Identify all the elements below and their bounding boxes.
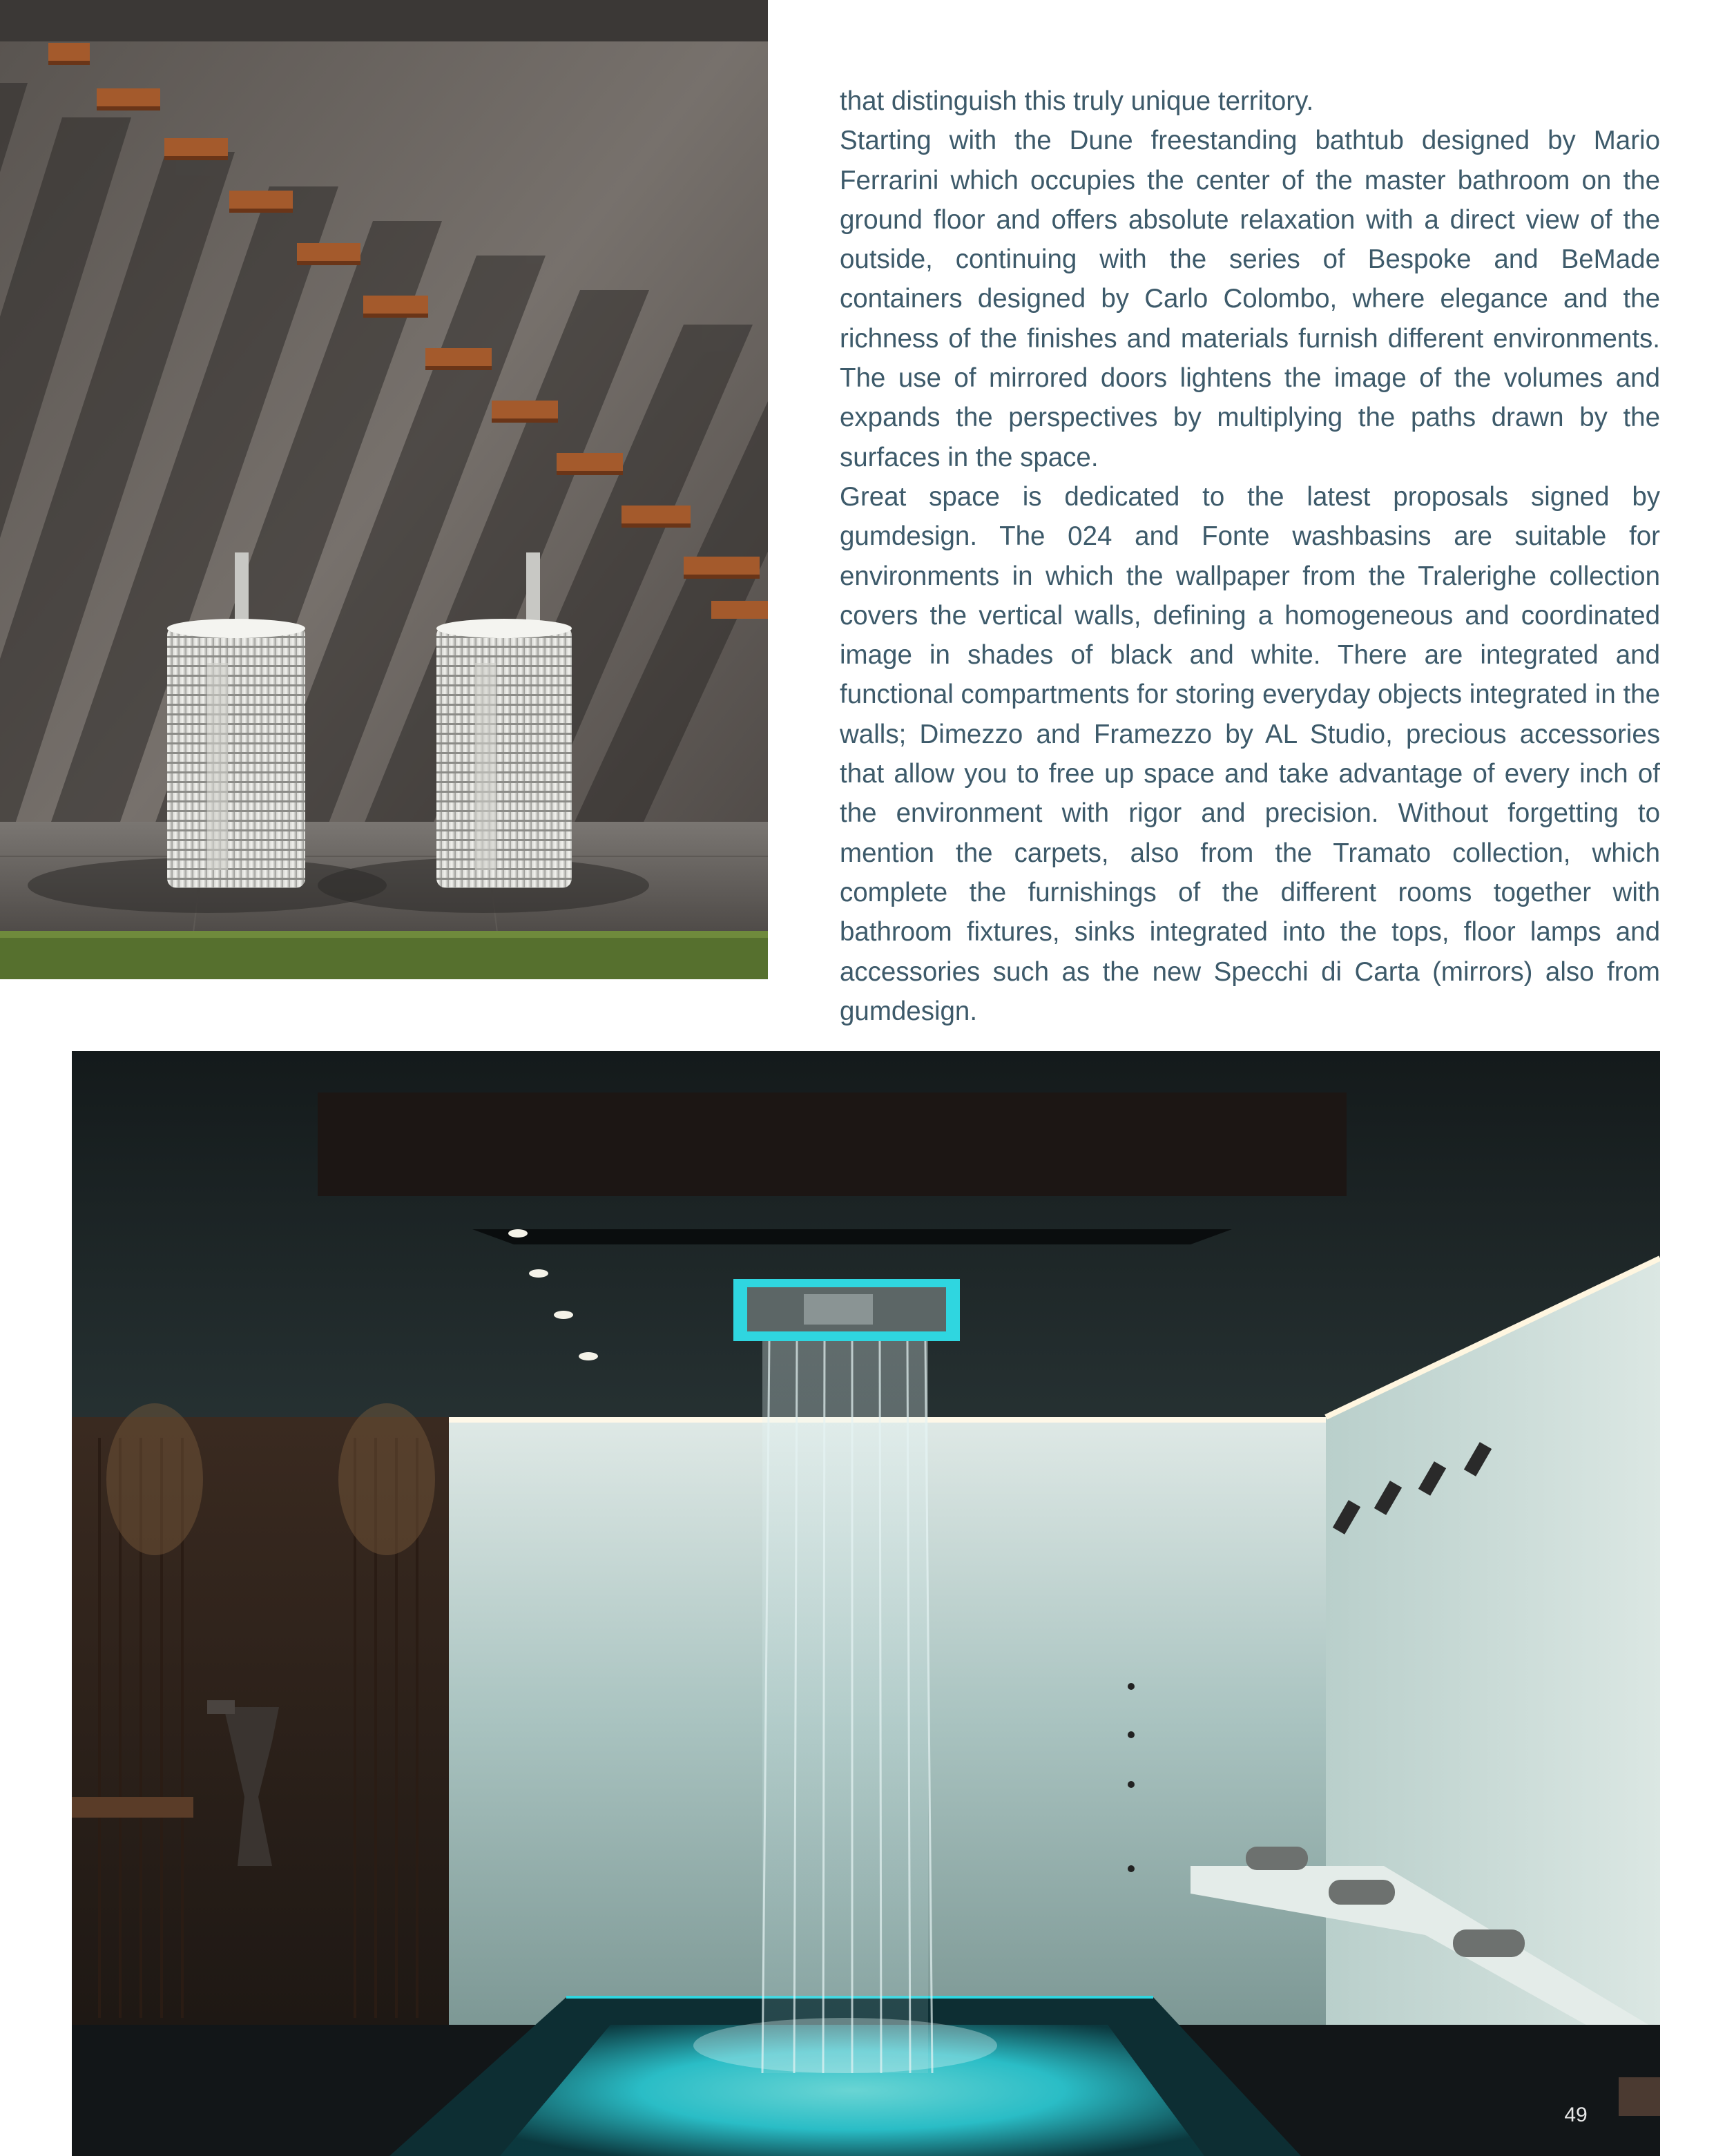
article-body — [840, 81, 1660, 1031]
pool-room-photo — [72, 1051, 1660, 2156]
washbasins-photo — [0, 0, 768, 979]
paragraph-3: Great space is dedicated to the latest proposals signed by gumdesign. The 024 and Fonte washbasins are suitable for environments in which the wallpaper from the Tralerighe collection covers the vertical walls, defining a homogeneous and coordinated image in shades of black and white. There are integrated and functional compartments for storing everyday objects integrated in the walls; Dimezzo and Framezzo by AL Studio, precious accessories that allow you to free up space and take advantage of every inch of the environment with rigor and precision. Without forgetting to mention the carpets, also from the Tramato collection, which complete the furnishings of the different rooms together with bathroom fixtures, sinks integrated into the tops, floor lamps and accessories such as the new Specchi di Carta (mirrors) also from gumdesign. — [840, 481, 1660, 1026]
page-number: 49 — [1564, 2104, 1588, 2126]
paragraph-1: that distinguish this truly unique territory. — [840, 86, 1314, 116]
paragraph-2: Starting with the Dune freestanding bathtub designed by Mario Ferrarini which occupies the center of the master bathroom on the ground floor and offers absolute relaxation with a direct view of the outside, continuing with the series of Bespoke and BeMade containers designed by Carlo Colombo, where elegance and the richness of the finishes and materials furnish different environments. The use of mirrored doors lightens the image of the volumes and expands the perspectives by multiplying the paths drawn by the surfaces in the space. — [840, 126, 1660, 472]
